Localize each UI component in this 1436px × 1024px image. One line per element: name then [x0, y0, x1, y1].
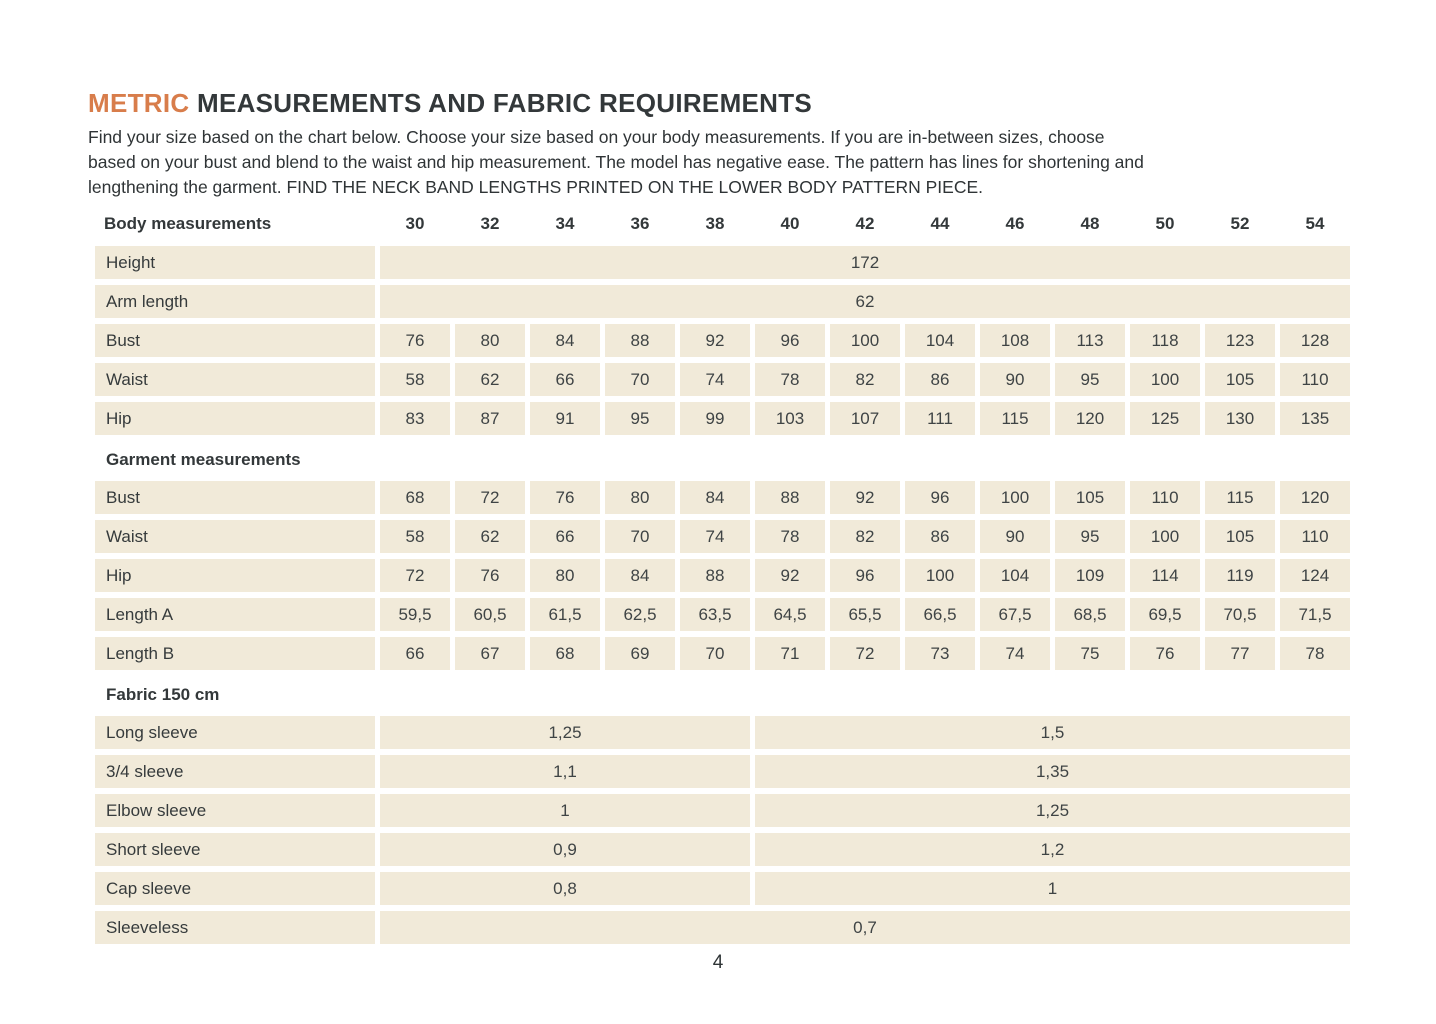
value-cell: 65,5: [830, 598, 900, 631]
value-cell: 68,5: [1055, 598, 1125, 631]
split-left-value-cell: 1,25: [380, 716, 750, 749]
value-cell: 76: [1130, 637, 1200, 670]
size-column-header: 36: [630, 214, 650, 233]
size-column-header: 46: [1005, 214, 1025, 233]
table-row: [95, 598, 1350, 631]
value-cell: 107: [830, 402, 900, 435]
value-cell: 135: [1280, 402, 1350, 435]
table-row: [95, 755, 1350, 788]
value-cell: 68: [380, 481, 450, 514]
value-cell: 88: [605, 324, 675, 357]
split-right-value-cell: 1,35: [755, 755, 1350, 788]
value-cell: 92: [680, 324, 750, 357]
table-row: [95, 833, 1350, 866]
value-cell: 115: [1205, 481, 1275, 514]
value-cell: 74: [680, 363, 750, 396]
value-cell: 58: [380, 363, 450, 396]
value-cell: 125: [1130, 402, 1200, 435]
split-right-value-cell: 1,5: [755, 716, 1350, 749]
value-cell: 61,5: [530, 598, 600, 631]
value-cell: 76: [455, 559, 525, 592]
table-row: [95, 324, 1350, 357]
value-cell: 120: [1280, 481, 1350, 514]
size-column-header: 44: [930, 214, 950, 233]
value-cell: 87: [455, 402, 525, 435]
value-cell: 128: [1280, 324, 1350, 357]
size-column-header: 42: [855, 214, 875, 233]
value-cell: 70: [605, 520, 675, 553]
value-cell: 105: [1055, 481, 1125, 514]
value-cell: 100: [980, 481, 1050, 514]
table-header-row: [95, 209, 1350, 239]
section-header: Fabric 150 cm: [106, 685, 220, 704]
value-cell: 86: [905, 520, 975, 553]
split-left-value-cell: 0,8: [380, 872, 750, 905]
size-column-header: 34: [555, 214, 575, 233]
row-label: Waist: [95, 363, 375, 396]
value-cell: 90: [980, 520, 1050, 553]
value-cell: 66,5: [905, 598, 975, 631]
value-cell: 113: [1055, 324, 1125, 357]
size-column-header: 54: [1305, 214, 1325, 233]
value-cell: 59,5: [380, 598, 450, 631]
split-right-value-cell: 1,2: [755, 833, 1350, 866]
value-cell: 104: [905, 324, 975, 357]
value-cell: 95: [605, 402, 675, 435]
table-row: [95, 402, 1350, 435]
value-cell: 100: [1130, 363, 1200, 396]
value-cell: 66: [530, 520, 600, 553]
value-cell: 96: [905, 481, 975, 514]
size-column-header: 32: [480, 214, 500, 233]
value-cell: 75: [1055, 637, 1125, 670]
size-column-header: 48: [1080, 214, 1100, 233]
value-cell: 62: [455, 520, 525, 553]
value-cell: 74: [680, 520, 750, 553]
value-cell: 92: [830, 481, 900, 514]
table-row: [95, 246, 1350, 279]
value-cell: 70: [680, 637, 750, 670]
value-cell: 110: [1280, 363, 1350, 396]
table-row: [95, 481, 1350, 514]
value-cell: 96: [755, 324, 825, 357]
page-number: 4: [712, 952, 724, 973]
value-cell: 66: [530, 363, 600, 396]
value-cell: 66: [380, 637, 450, 670]
row-label: Bust: [95, 481, 375, 514]
intro-line: lengthening the garment. FIND THE NECK BAND LENGTHS PRINTED ON THE LOWER BODY PATTERN PIECE.: [88, 177, 984, 197]
value-cell: 71: [755, 637, 825, 670]
value-cell: 115: [980, 402, 1050, 435]
value-cell: 95: [1055, 363, 1125, 396]
value-cell: 84: [680, 481, 750, 514]
value-cell: 72: [455, 481, 525, 514]
value-cell: 76: [530, 481, 600, 514]
value-cell: 88: [680, 559, 750, 592]
value-cell: 78: [755, 363, 825, 396]
row-label: Elbow sleeve: [95, 794, 375, 827]
value-cell: 96: [830, 559, 900, 592]
row-label: Hip: [95, 559, 375, 592]
row-label: Waist: [95, 520, 375, 553]
value-cell: 111: [905, 402, 975, 435]
value-cell: 99: [680, 402, 750, 435]
row-label: Sleeveless: [95, 911, 375, 944]
value-cell: 124: [1280, 559, 1350, 592]
size-table: [95, 209, 1350, 944]
merged-value-cell: 0,7: [380, 911, 1350, 944]
value-cell: 90: [980, 363, 1050, 396]
value-cell: 95: [1055, 520, 1125, 553]
intro-line: Find your size based on the chart below. Choose your size based on your body measurements. If you are in-between sizes, choose: [88, 127, 1105, 147]
value-cell: 80: [605, 481, 675, 514]
value-cell: 110: [1130, 481, 1200, 514]
value-cell: 86: [905, 363, 975, 396]
value-cell: 130: [1205, 402, 1275, 435]
value-cell: 72: [830, 637, 900, 670]
section-header: Garment measurements: [106, 450, 301, 469]
value-cell: 105: [1205, 520, 1275, 553]
row-label: Length A: [95, 598, 375, 631]
value-cell: 110: [1280, 520, 1350, 553]
value-cell: 105: [1205, 363, 1275, 396]
value-cell: 73: [905, 637, 975, 670]
value-cell: 70,5: [1205, 598, 1275, 631]
value-cell: 78: [755, 520, 825, 553]
split-right-value-cell: 1: [755, 872, 1350, 905]
row-label: Arm length: [95, 285, 375, 318]
row-label: Short sleeve: [95, 833, 375, 866]
value-cell: 91: [530, 402, 600, 435]
row-label: Length B: [95, 637, 375, 670]
value-cell: 62: [455, 363, 525, 396]
table-row: [95, 285, 1350, 318]
row-label: 3/4 sleeve: [95, 755, 375, 788]
value-cell: 58: [380, 520, 450, 553]
value-cell: 67,5: [980, 598, 1050, 631]
value-cell: 71,5: [1280, 598, 1350, 631]
value-cell: 80: [530, 559, 600, 592]
value-cell: 77: [1205, 637, 1275, 670]
value-cell: 108: [980, 324, 1050, 357]
row-label: Hip: [95, 402, 375, 435]
row-label: Height: [95, 246, 375, 279]
value-cell: 109: [1055, 559, 1125, 592]
table-row: [95, 559, 1350, 592]
table-row: [95, 911, 1350, 944]
intro-line: based on your bust and blend to the waist and hip measurement. The model has negative ease. The pattern has lines for shortening and: [88, 152, 1144, 172]
value-cell: 69: [605, 637, 675, 670]
value-cell: 74: [980, 637, 1050, 670]
value-cell: 88: [755, 481, 825, 514]
table-row: [95, 363, 1350, 396]
value-cell: 104: [980, 559, 1050, 592]
value-cell: 60,5: [455, 598, 525, 631]
value-cell: 114: [1130, 559, 1200, 592]
page-title-rest: MEASUREMENTS AND FABRIC REQUIREMENTS: [189, 88, 813, 118]
value-cell: 120: [1055, 402, 1125, 435]
value-cell: 82: [830, 363, 900, 396]
intro-paragraph: [88, 125, 1350, 200]
value-cell: 63,5: [680, 598, 750, 631]
page-title: [88, 88, 1350, 118]
row-label: Bust: [95, 324, 375, 357]
size-column-header: 50: [1155, 214, 1175, 233]
table-row: [95, 872, 1350, 905]
value-cell: 82: [830, 520, 900, 553]
value-cell: 100: [830, 324, 900, 357]
table-row: [95, 716, 1350, 749]
value-cell: 80: [455, 324, 525, 357]
table-row: [95, 794, 1350, 827]
value-cell: 103: [755, 402, 825, 435]
value-cell: 64,5: [755, 598, 825, 631]
value-cell: 76: [380, 324, 450, 357]
value-cell: 100: [905, 559, 975, 592]
table-row: [95, 520, 1350, 553]
page-title-accent: METRIC: [88, 88, 190, 118]
value-cell: 84: [605, 559, 675, 592]
split-right-value-cell: 1,25: [755, 794, 1350, 827]
value-cell: 70: [605, 363, 675, 396]
value-cell: 92: [755, 559, 825, 592]
value-cell: 78: [1280, 637, 1350, 670]
merged-value-cell: 172: [380, 246, 1350, 279]
value-cell: 123: [1205, 324, 1275, 357]
table-header-label: Body measurements: [104, 214, 272, 233]
row-label: Cap sleeve: [95, 872, 375, 905]
table-row: [95, 637, 1350, 670]
value-cell: 69,5: [1130, 598, 1200, 631]
value-cell: 72: [380, 559, 450, 592]
value-cell: 62,5: [605, 598, 675, 631]
value-cell: 68: [530, 637, 600, 670]
split-left-value-cell: 1: [380, 794, 750, 827]
value-cell: 118: [1130, 324, 1200, 357]
value-cell: 67: [455, 637, 525, 670]
split-left-value-cell: 0,9: [380, 833, 750, 866]
size-column-header: 52: [1230, 214, 1250, 233]
value-cell: 100: [1130, 520, 1200, 553]
size-column-header: 40: [780, 214, 800, 233]
row-label: Long sleeve: [95, 716, 375, 749]
merged-value-cell: 62: [380, 285, 1350, 318]
value-cell: 84: [530, 324, 600, 357]
value-cell: 119: [1205, 559, 1275, 592]
size-column-header: 30: [405, 214, 425, 233]
size-column-header: 38: [705, 214, 725, 233]
value-cell: 83: [380, 402, 450, 435]
split-left-value-cell: 1,1: [380, 755, 750, 788]
